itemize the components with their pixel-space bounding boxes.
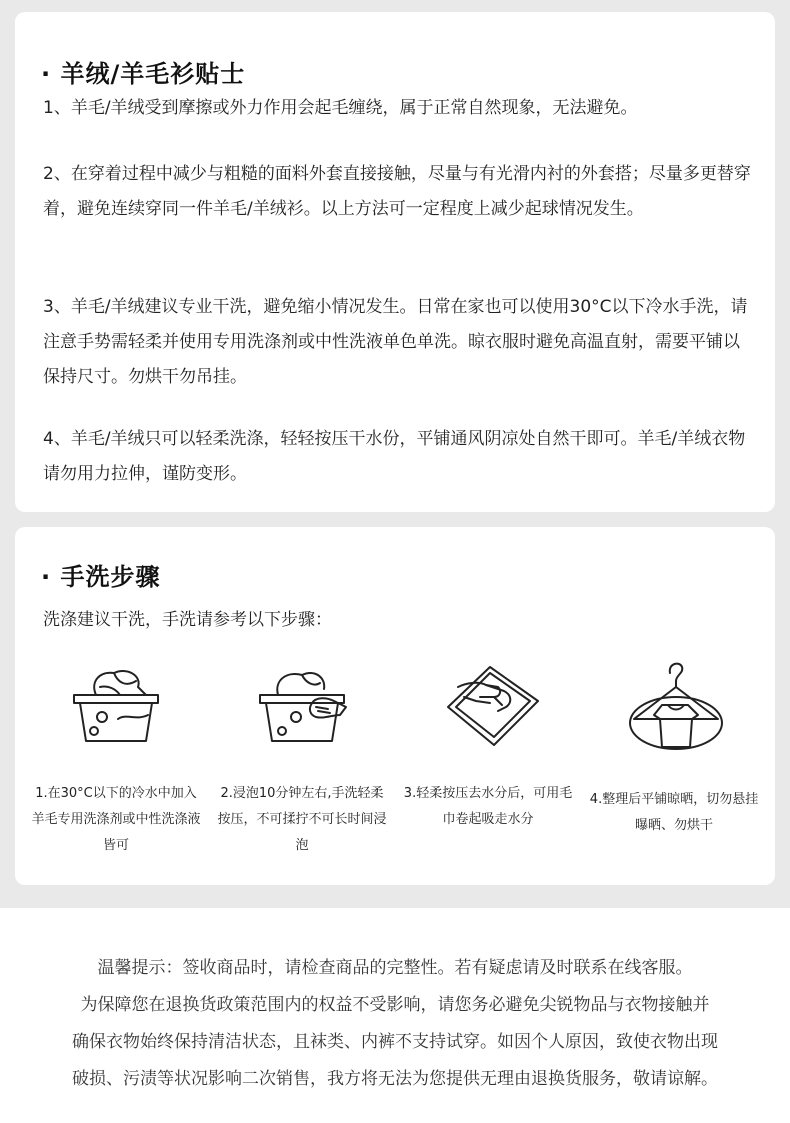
care-tip-3: 3、羊毛/羊绒建议专业干洗，避免缩小情况发生。日常在家也可以使用30°C以下冷水手洗，请注意手势需轻柔并使用专用洗涤剂或中性洗液单色单洗。晾衣服时避免高温直射，需要平铺以保持尺寸。勿烘干勿吊挂。 [43, 297, 748, 387]
hand-wash-intro: 洗涤建议干洗，手洗请参考以下步骤： [43, 610, 332, 630]
care-tips-card [15, 12, 775, 512]
hand-wash-step-4-caption: 4.整理后平铺晾晒，切勿悬挂曝晒、勿烘干 [589, 792, 759, 833]
notice-line-2: 为保障您在退换货政策范围内的权益不受影响，请您务必避免尖锐物品与衣物接触并 [80, 995, 710, 1015]
hand-wash-step-1 [31, 657, 201, 859]
hand-wash-step-3 [403, 657, 573, 833]
care-tips-title: · 羊绒/羊毛衫贴士 [41, 60, 246, 88]
hand-wash-step-1-caption: 1.在30°C以下的冷水中加入羊毛专用洗涤剂或中性洗涤液皆可 [31, 786, 201, 853]
basin-hand-press-icon [242, 657, 362, 747]
care-tip-2: 2、在穿着过程中减少与粗糙的面料外套直接接触，尽量与有光滑内衬的外套搭；尽量多更替穿着，避免连续穿同一件羊毛/羊绒衫。以上方法可一定程度上减少起球情况发生。 [43, 164, 751, 219]
notice-line-3: 确保衣物始终保持清洁状态，且袜类、内裤不支持试穿。如因个人原因，致使衣物出现 [72, 1032, 718, 1052]
hand-wash-step-3-caption: 3.轻柔按压去水分后，可用毛巾卷起吸走水分 [403, 786, 573, 827]
hand-wash-step-4 [589, 657, 759, 839]
notice-line-4: 破损、污渍等状况影响二次销售，我方将无法为您提供无理由退换货服务，敬请谅解。 [72, 1069, 718, 1089]
hand-wash-title: · 手洗步骤 [41, 563, 161, 591]
care-tip-1: 1、羊毛/羊绒受到摩擦或外力作用会起毛缠绕，属于正常自然现象，无法避免。 [43, 98, 638, 118]
hand-wash-step-2-caption: 2.浸泡10分钟左右,手洗轻柔按压，不可揉拧不可长时间浸泡 [217, 786, 387, 853]
notice-line-1: 温馨提示：签收商品时，请检查商品的完整性。若有疑虑请及时联系在线客服。 [97, 958, 693, 978]
basin-garment-icon [56, 657, 176, 747]
care-tip-4: 4、羊毛/羊绒只可以轻柔洗涤，轻轻按压干水份，平铺通风阴凉处自然干即可。羊毛/羊绒衣物请勿用力拉伸，谨防变形。 [43, 429, 746, 484]
hand-wash-step-2 [217, 657, 387, 859]
notice-section [0, 908, 790, 1123]
towel-roll-icon [428, 657, 548, 747]
hand-wash-card [15, 527, 775, 885]
flat-dry-hanger-icon [614, 657, 734, 757]
